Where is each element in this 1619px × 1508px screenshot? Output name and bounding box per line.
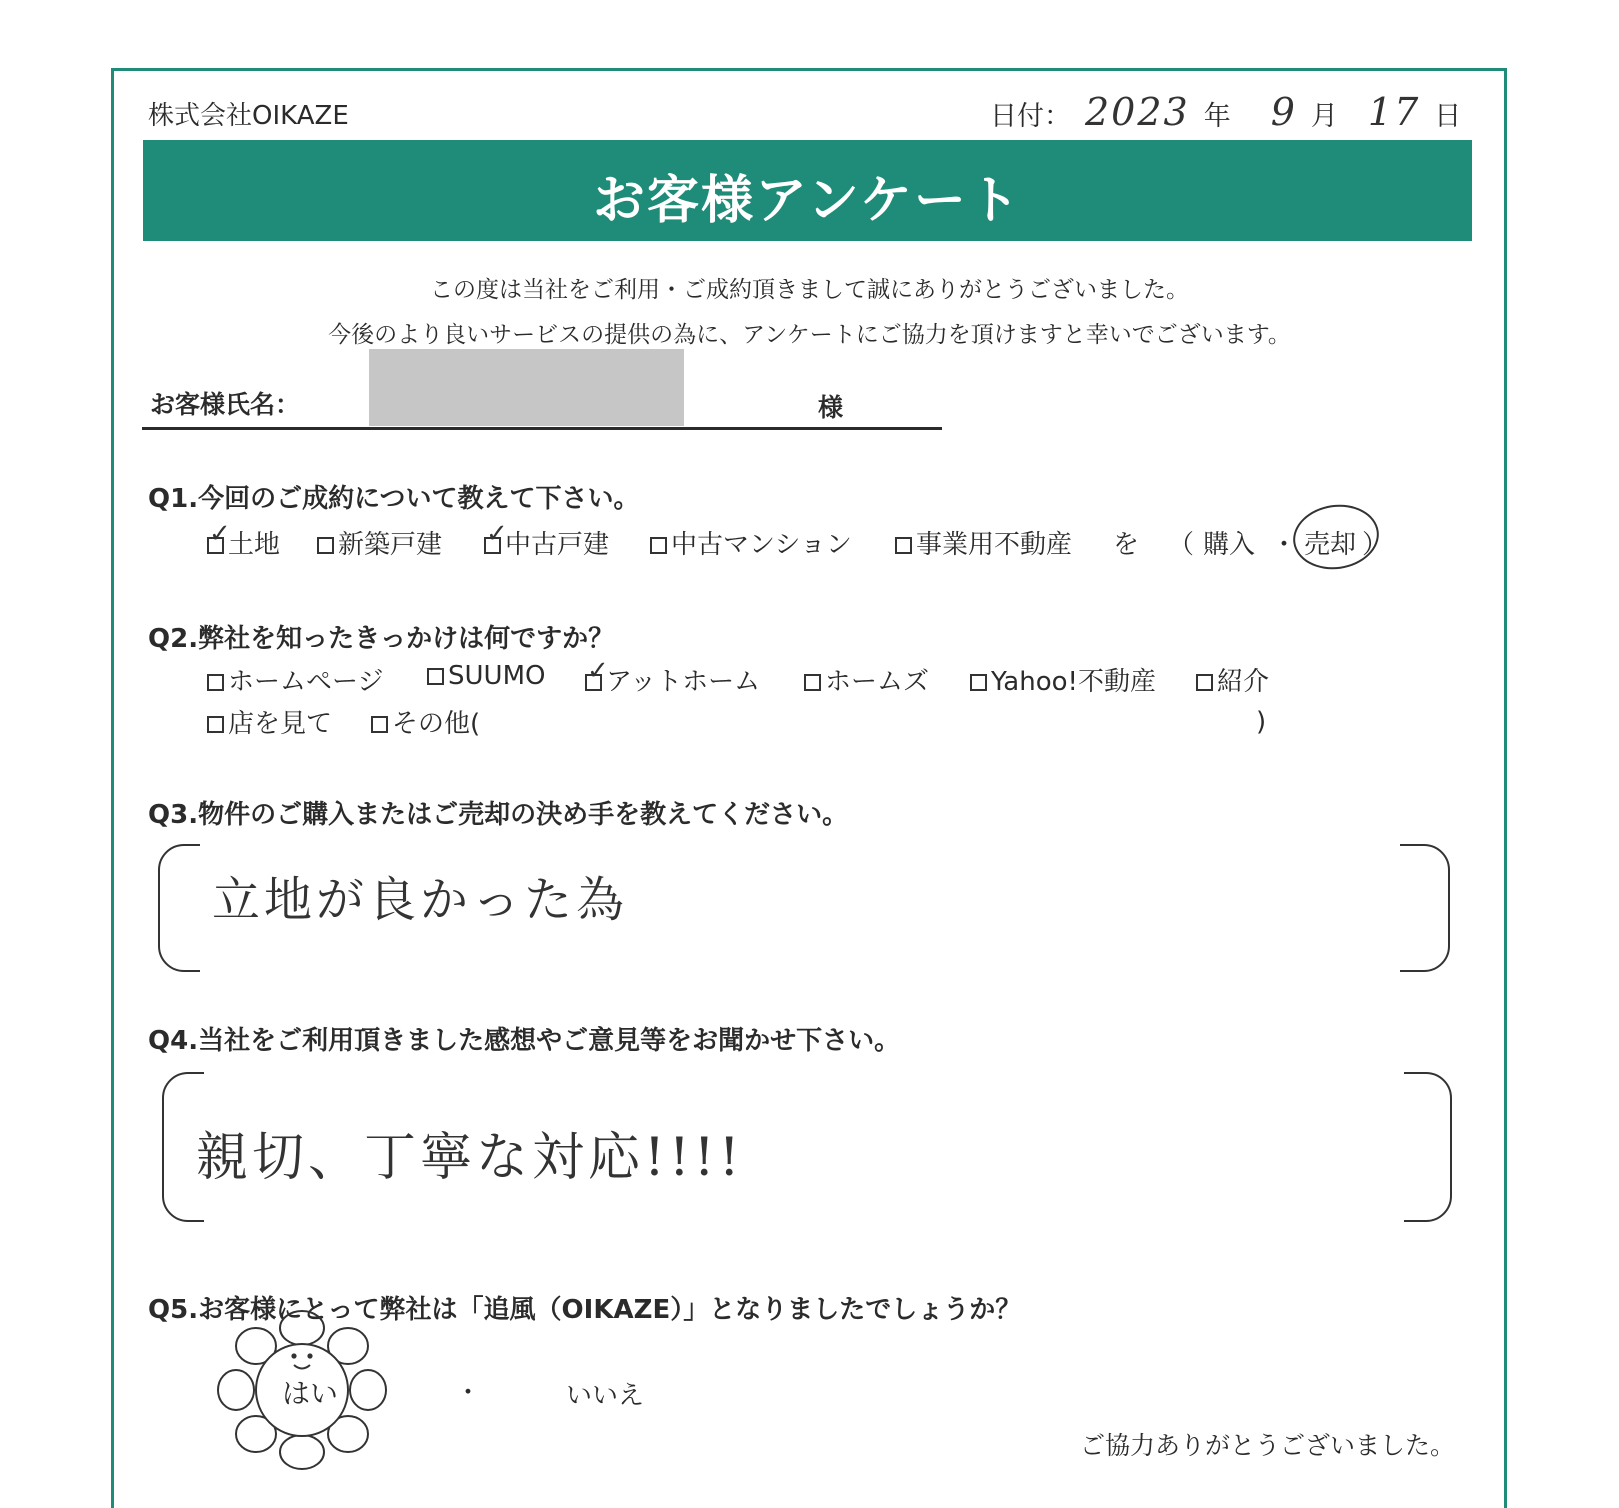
q2-option-homepage[interactable] [207, 661, 383, 698]
q1-question: Q1.今回のご成約について教えて下さい。 [148, 484, 640, 514]
customer-name-underline [142, 427, 942, 430]
checkbox-checked-icon[interactable] [585, 674, 602, 691]
q1-option-label: 新築戸建 [338, 530, 443, 560]
checkbox-checked-icon[interactable] [484, 537, 501, 554]
q2-option-label: Yahoo!不動産 [991, 667, 1156, 697]
customer-name-suffix: 様 [818, 393, 844, 422]
q3-answer-text: 立地が良かった為 [212, 872, 629, 928]
checkbox-icon[interactable] [650, 537, 667, 554]
checkbox-icon[interactable] [371, 716, 388, 733]
q1-dot: ・ [1271, 530, 1298, 560]
q1-sell-option[interactable]: 売却 [1304, 530, 1357, 560]
q2-option-label: ホームズ [825, 667, 930, 697]
checkbox-icon[interactable] [970, 674, 987, 691]
q2-option-other[interactable] [371, 703, 480, 740]
q5-no-option[interactable]: いいえ [566, 1381, 645, 1411]
q1-option-label: 中古マンション [671, 530, 852, 560]
q1-option-used-house[interactable] [484, 524, 609, 561]
date-day: 17 [1367, 90, 1421, 134]
customer-name-redaction [369, 349, 684, 426]
q4-answer-text: 親切、丁寧な対応!!!! [196, 1128, 744, 1188]
date-label: 日付： [990, 101, 1071, 132]
customer-name-label: お客様氏名： [150, 390, 301, 419]
q2-question: Q2.弊社を知ったきっかけは何ですか？ [148, 624, 615, 654]
q2-option-label: その他( [392, 709, 481, 739]
q1-close-paren: ） [1362, 530, 1389, 560]
q1-option-label: 土地 [228, 530, 281, 560]
q3-question: Q3.物件のご購入またはご売却の決め手を教えてください。 [148, 800, 849, 830]
date-month-unit: 月 [1310, 101, 1338, 132]
q2-option-referral[interactable] [1196, 661, 1269, 698]
q2-option-athome[interactable] [585, 661, 760, 698]
checkbox-icon[interactable] [895, 537, 912, 554]
q5-yes-option[interactable]: はい [282, 1377, 339, 1410]
date-year: 2023 [1085, 90, 1190, 134]
checkbox-icon[interactable] [207, 716, 224, 733]
q2-option-label: SUUMO [448, 661, 546, 691]
q5-question: Q5.お客様にとって弊社は「追風（OIKAZE）」となりましたでしょうか？ [148, 1295, 1022, 1325]
q2-option-label: 紹介 [1217, 667, 1270, 697]
q2-option-label: ホームページ [228, 667, 384, 697]
q1-option-business[interactable] [895, 524, 1072, 561]
company-name: 株式会社OIKAZE [148, 101, 349, 131]
q2-option-homes[interactable] [804, 661, 929, 698]
q1-option-used-mansion[interactable] [650, 524, 852, 561]
checkbox-icon[interactable] [1196, 674, 1213, 691]
date-day-unit: 日 [1434, 101, 1462, 132]
q4-question: Q4.当社をご利用頂きました感想やご意見等をお聞かせ下さい。 [148, 1026, 901, 1056]
date-row [990, 90, 1461, 134]
q2-option-store[interactable] [207, 703, 332, 740]
checkbox-icon[interactable] [427, 668, 444, 685]
date-month: 9 [1270, 90, 1297, 134]
checkbox-icon[interactable] [207, 674, 224, 691]
q1-option-label: 中古戸建 [505, 530, 610, 560]
q1-open-paren: （ [1168, 530, 1195, 560]
checkbox-icon[interactable] [804, 674, 821, 691]
q1-option-label: 事業用不動産 [916, 530, 1073, 560]
intro-line-1: この度は当社をご利用・ご成約頂きまして誠にありがとうございました。 [430, 277, 1189, 303]
q2-option-label: 店を見て [228, 709, 333, 739]
q2-option-yahoo[interactable] [970, 661, 1156, 698]
q2-option-label: アットホーム [606, 667, 761, 697]
q1-buy-option[interactable]: 購入 [1203, 530, 1256, 560]
title-banner [143, 140, 1472, 241]
q2-other-close: ) [1256, 707, 1267, 737]
intro-line-2: 今後のより良いサービスの提供の為に、アンケートにご協力を頂けますと幸いでございます。 [328, 322, 1291, 348]
q1-option-new-house[interactable] [317, 524, 442, 561]
q1-option-land[interactable] [207, 524, 280, 561]
checkbox-icon[interactable] [317, 537, 334, 554]
q2-option-suumo[interactable] [427, 661, 545, 691]
checkbox-checked-icon[interactable] [207, 537, 224, 554]
closing-message: ご協力ありがとうございました。 [1080, 1431, 1456, 1460]
page-title: お客様アンケート [593, 171, 1022, 231]
date-year-unit: 年 [1203, 101, 1231, 132]
q5-separator: ・ [455, 1378, 482, 1408]
q1-particle: を [1113, 530, 1140, 560]
